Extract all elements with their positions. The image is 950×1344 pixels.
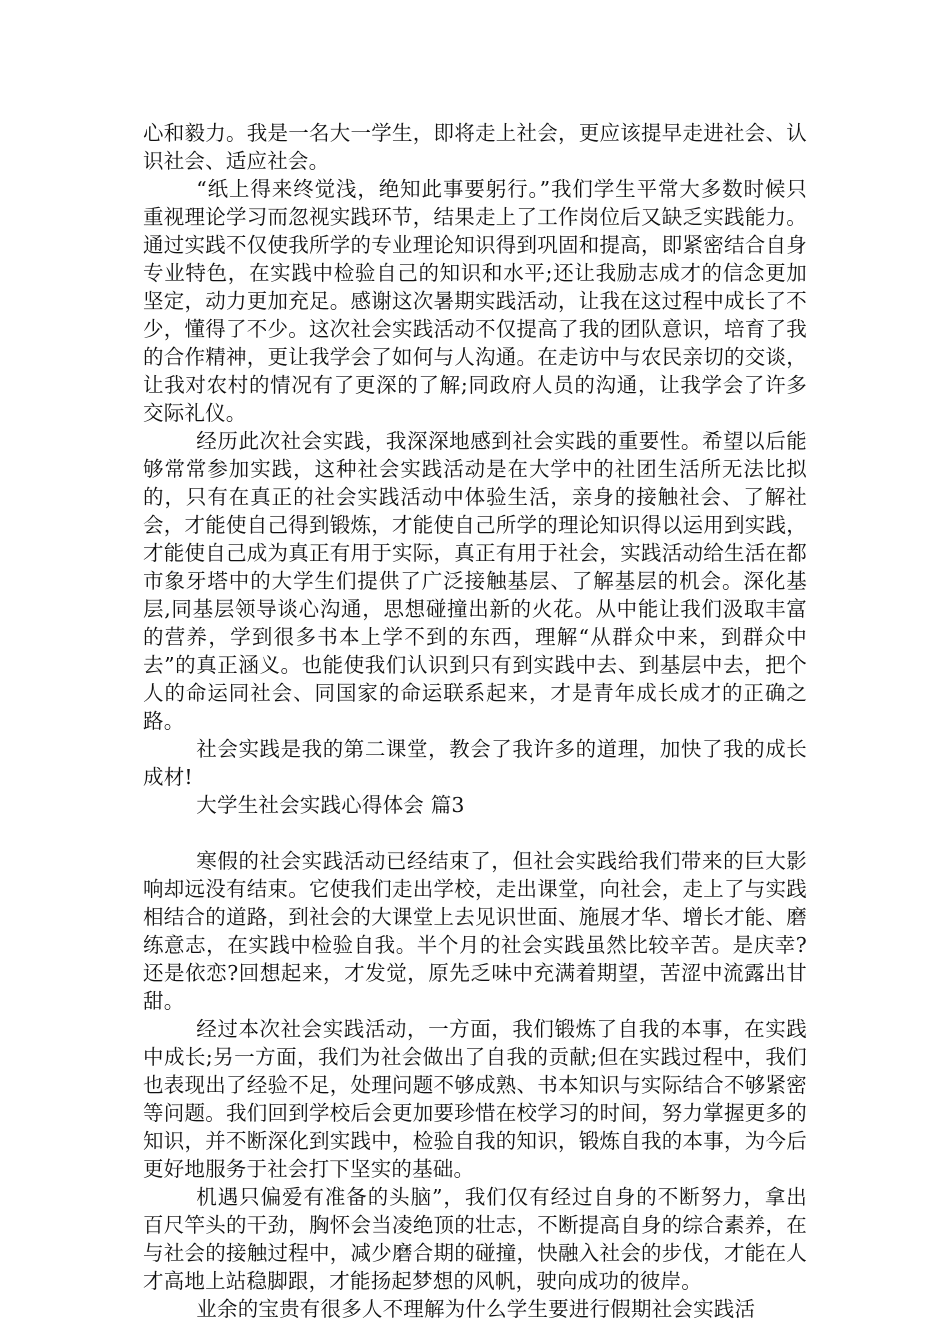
paragraph: “纸上得来终觉浅，绝知此事要躬行。”我们学生平常大多数时候只重视理论学习而忽视实践环节，结果走上了工作岗位后又缺乏实践能力。通过实践不仅使我所学的专业理论知识得到巩固和提高，即紧密结合自身专业特色，在实践中检验自己的知识和水平;还让我励志成才的信念更加坚定，动力更加充足。感谢这次暑期实践活动，让我在这过程中成长了不少，懂得了不少。这次社会实践活动不仅提高了我的团队意识，培育了我的合作精神，更让我学会了如何与人沟通。在走访中与农民亲切的交谈，让我对农村的情况有了更深的了解;同政府人员的沟通，让我学会了许多交际礼仪。 [143,177,807,425]
paragraph-truncated: 业余的宝贵有很多人不理解为什么学生要进行假期社会实践活 [196,1297,756,1321]
paragraph: 社会实践是我的第二课堂，教会了我许多的道理，加快了我的成长成材! [143,737,807,789]
blank-line [143,819,807,847]
document-page [143,119,807,1323]
paragraph: 经过本次社会实践活动，一方面，我们锻炼了自我的本事，在实践中成长;另一方面，我们为社会做出了自我的贡献;但在实践过程中，我们也表现出了经验不足，处理问题不够成熟、书本知识与实际结合不够紧密等问题。我们回到学校后会更加要珍惜在校学习的时间，努力掌握更多的知识，并不断深化到实践中，检验自我的知识，锻炼自我的本事，为今后更好地服务于社会打下坚实的基础。 [143,1017,807,1181]
paragraph-continuation: 心和毅力。我是一名大一学生，即将走上社会，更应该提早走进社会、认识社会、适应社会。 [143,121,807,173]
paragraph: 机遇只偏爱有准备的头脑”，我们仅有经过自身的不断努力，拿出百尺竿头的干劲，胸怀会当凌绝顶的壮志，不断提高自身的综合素养，在与社会的接触过程中，减少磨合期的碰撞，快融入社会的步伐，才能在人才高地上站稳脚跟，才能扬起梦想的风帆，驶向成功的彼岸。 [143,1185,807,1293]
paragraph: 寒假的社会实践活动已经结束了，但社会实践给我们带来的巨大影响却远没有结束。它使我们走出学校，走出课堂，向社会，走上了与实践相结合的道路，到社会的大课堂上去见识世面、施展才华、增长才能、磨练意志，在实践中检验自我。半个月的社会实践虽然比较辛苦。是庆幸?还是依恋?回想起来，才发觉，原先乏味中充满着期望，苦涩中流露出甘甜。 [143,849,807,1013]
section-heading: 大学生社会实践心得体会 篇3 [196,793,465,817]
paragraph: 经历此次社会实践，我深深地感到社会实践的重要性。希望以后能够常常参加实践，这种社会实践活动是在大学中的社团生活所无法比拟的，只有在真正的社会实践活动中体验生活，亲身的接触社会、了解社会，才能使自己得到锻炼，才能使自己所学的理论知识得以运用到实践，才能使自己成为真正有用于实际，真正有用于社会，实践活动给生活在都市象牙塔中的大学生们提供了广泛接触基层、了解基层的机会。深化基层,同基层领导谈心沟通，思想碰撞出新的火花。从中能让我们汲取丰富的营养，学到很多书本上学不到的东西，理解“从群众中来，到群众中去”的真正涵义。也能使我们认识到只有到实践中去、到基层中去，把个人的命运同社会、同国家的命运联系起来，才是青年成长成才的正确之路。 [143,429,807,733]
